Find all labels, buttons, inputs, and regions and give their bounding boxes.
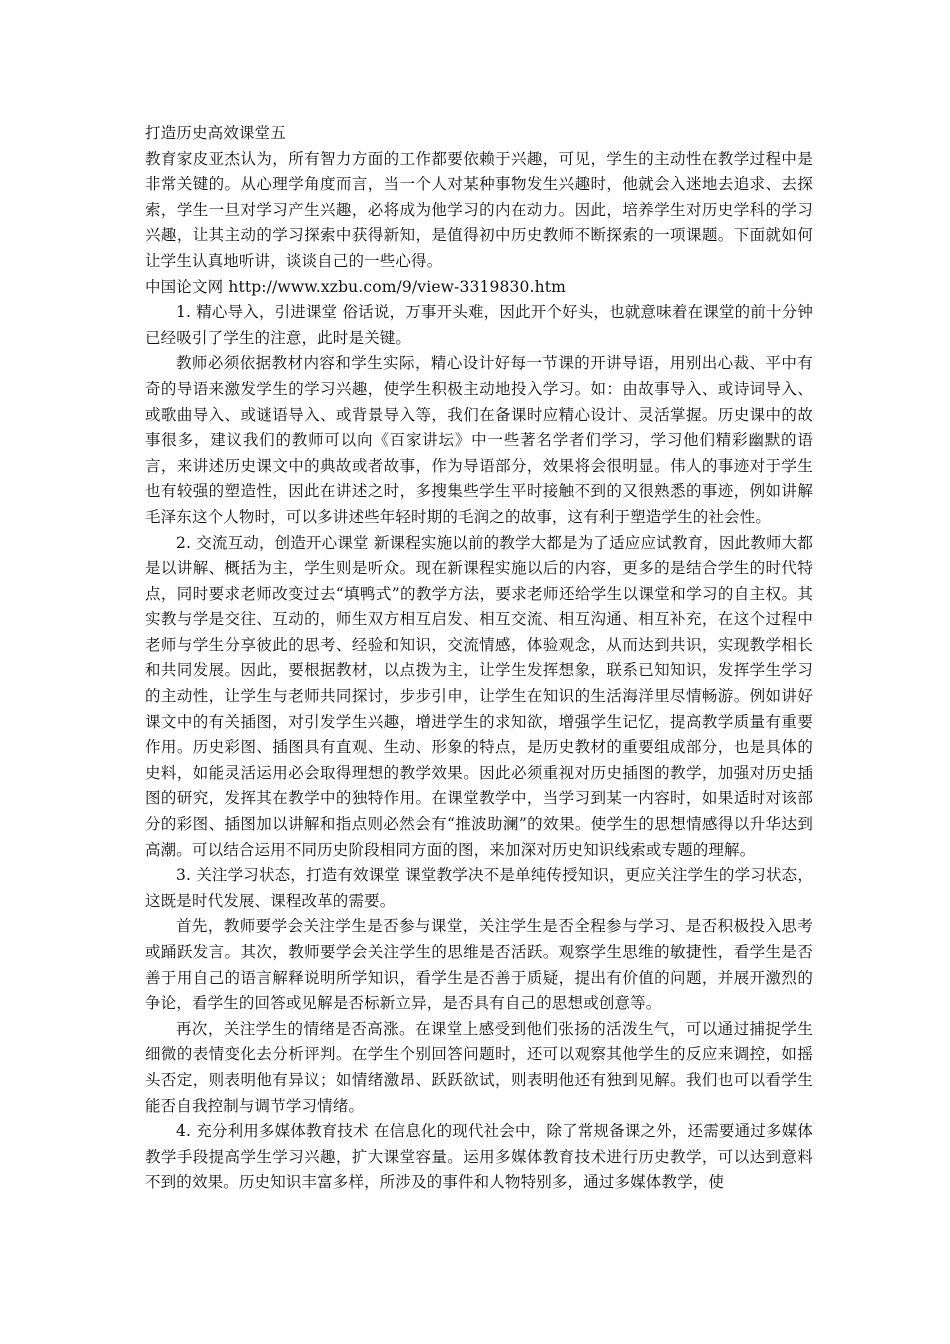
intro-paragraph: 教育家皮亚杰认为，所有智力方面的工作都要依赖于兴趣，可见，学生的主动性在教学过程中是非常关键的。从心理学角度而言，当一个人对某种事物发生兴趣时，他就会入迷地去追求、去探索，学生一旦对学习产生兴趣，必将成为他学习的内在动力。因此，培养学生对历史学科的学习兴趣，让其主动的学习探索中获得新知，是值得初中历史教师不断探索的一项课题。下面就如何让学生认真地听讲，谈谈自己的一些心得。 xyxy=(145,149,813,270)
section-3-body-paragraph-1: 首先，教师要学会关注学生是否参与课堂，关注学生是否全程参与学习、是否积极投入思考或踊跃发言。其次，教师要学会关注学生的思维是否活跃。观察学生思维的敏捷性，看学生是否善于用自己的语言解释说明所学知识，看学生是否善于质疑，提出有价值的问题，并展开激烈的争论，看学生的回答或见解是否标新立异，是否具有自己的思想或创意等。 xyxy=(145,917,813,1013)
section-3-body-paragraph-2: 再次，关注学生的情绪是否高涨。在课堂上感受到他们张扬的活泼生气，可以通过捕捉学生细微的表情变化去分析评判。在学生个别回答问题时，还可以观察其他学生的反应来调控，如摇头否定，则表明他有异议；如情绪激昂、跃跃欲试，则表明他还有独到见解。我们也可以看学生能否自我控制与调节学习情绪。 xyxy=(145,1019,813,1115)
document-body xyxy=(145,121,813,1196)
document-title: 打造历史高效课堂五 xyxy=(145,124,286,142)
section-2-paragraph: 2. 交流互动，创造开心课堂 新课程实施以前的教学大都是为了适应应试教育，因此教师大都是以讲解、概括为主，学生则是听众。现在新课程实施以后的内容，更多的是结合学生的时代特点，同时要求老师改变过去“填鸭式”的教学方法，要求老师还给学生以课堂和学习的自主权。其实教与学是交往、互动的，师生双方相互启发、相互交流、相互沟通、相互补充，在这个过程中老师与学生分享彼此的思考、经验和知识，交流情感，体验观念，从而达到共识，实现教学相长和共同发展。因此，要根据教材，以点拨为主，让学生发挥想象，联系已知知识，发挥学生学习的主动性，让学生与老师共同探讨，步步引申，让学生在知识的生活海洋里尽情畅游。例如讲好课文中的有关插图，对引发学生兴趣，增进学生的求知欲，增强学生记忆，提高教学质量有重要作用。历史彩图、插图具有直观、生动、形象的特点，是历史教材的重要组成部分，也是具体的史料，如能灵活运用必会取得理想的教学效果。因此必须重视对历史插图的教学，加强对历史插图的研究，发挥其在教学中的独特作用。在课堂教学中，当学习到某一内容时，如果适时对该部分的彩图、插图加以讲解和指点则必然会有“推波助澜”的效果。使学生的思想情感得以升华达到高潮。可以结合运用不同历史阶段相同方面的图，来加深对历史知识线索或专题的理解。 xyxy=(145,533,813,859)
section-4-paragraph: 4. 充分利用多媒体教育技术 在信息化的现代社会中，除了常规备课之外，还需要通过多媒体教学手段提高学生学习兴趣，扩大课堂容量。运用多媒体教育技术进行历史教学，可以达到意料不到的效果。历史知识丰富多样，所涉及的事件和人物特别多，通过多媒体教学，使 xyxy=(145,1122,813,1192)
section-3-heading-paragraph: 3. 关注学习状态，打造有效课堂 课堂教学决不是单纯传授知识，更应关注学生的学习状态，这既是时代发展、课程改革的需要。 xyxy=(145,866,813,910)
source-line: 中国论文网 http://www.xzbu.com/9/view-3319830.htm xyxy=(145,277,566,296)
section-1-body-paragraph: 教师必须依据教材内容和学生实际，精心设计好每一节课的开讲导语，用别出心裁、平中有奇的导语来激发学生的学习兴趣，使学生积极主动地投入学习。如：由故事导入、或诗词导入、或歌曲导入、或谜语导入、或背景导入等，我们在备课时应精心设计、灵活掌握。历史课中的故事很多，建议我们的教师可以向《百家讲坛》中一些著名学者们学习，学习他们精彩幽默的语言，来讲述历史课文中的典故或者故事，作为导语部分，效果将会很明显。伟人的事迹对于学生也有较强的塑造性，因此在讲述之时，多搜集些学生平时接触不到的又很熟悉的事迹，例如讲解毛泽东这个人物时，可以多讲述些年轻时期的毛润之的故事，这有利于塑造学生的社会性。 xyxy=(145,354,813,526)
section-1-heading-paragraph: 1. 精心导入，引进课堂 俗话说，万事开头难，因此开个好头，也就意味着在课堂的前十分钟已经吸引了学生的注意，此时是关键。 xyxy=(145,303,813,347)
